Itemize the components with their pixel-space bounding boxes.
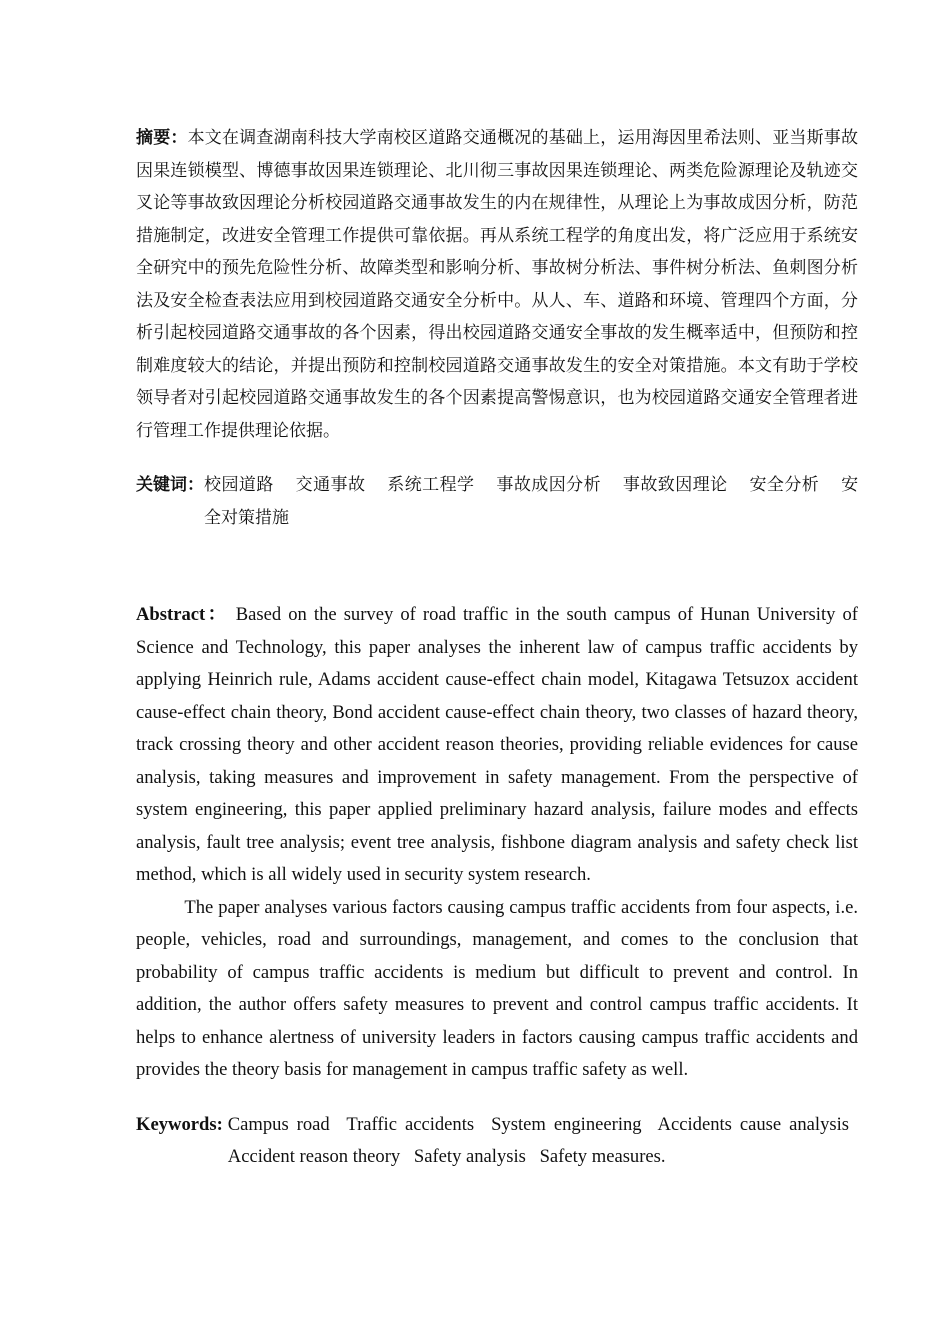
chinese-keyword: 交通事故 [295, 475, 366, 495]
english-keyword: System engineering [491, 1113, 642, 1135]
chinese-abstract-label: 摘要： [136, 128, 188, 148]
chinese-keywords [136, 469, 858, 534]
english-keyword: Safety measures. [539, 1146, 666, 1167]
chinese-keyword: 事故成因分析 [496, 475, 602, 495]
chinese-abstract-text: 本文在调查湖南科技大学南校区道路交通概况的基础上，运用海因里希法则、亚当斯事故因果连锁模型、博德事故因果连锁理论、北川彻三事故因果连锁理论、两类危险源理论及轨迹交叉论等事故致因理论分析校园道路交通事故发生的内在规律性，从理论上为事故成因分析，防范措施制定，改进安全管理工作提供可靠依据。再从系统工程学的角度出发，将广泛应用于系统安全研究中的预先危险性分析、故障类型和影响分析、事故树分析法、事件树分析法、鱼刺图分析法及安全检查表法应用到校园道路交通安全分析中。从人、车、道路和环境、管理四个方面，分析引起校园道路交通事故的各个因素，得出校园道路交通安全事故的发生概率适中，但预防和控制难度较大的结论，并提出预防和控制校园道路交通事故发生的安全对策措施。本文有助于学校领导者对引起校园道路交通事故发生的各个因素提高警惕意识，也为校园道路交通安全管理者进行管理工作提供理论依据。 [136, 128, 859, 441]
chinese-keywords-label: 关键词： [136, 475, 204, 495]
chinese-keyword: 安全对策措施 [204, 475, 859, 528]
chinese-keyword: 事故致因理论 [622, 475, 728, 495]
abstract-page [136, 122, 858, 1174]
chinese-abstract [136, 122, 858, 447]
english-keyword: Safety analysis [413, 1146, 526, 1167]
english-keyword: Campus road [227, 1113, 330, 1135]
english-abstract-paragraph-2 [136, 892, 858, 1087]
english-abstract-label: Abstract： [136, 604, 229, 625]
english-keywords-label: Keywords: [136, 1113, 223, 1135]
english-keyword: Traffic accidents [346, 1113, 475, 1135]
chinese-keyword: 安全分析 [749, 475, 820, 495]
english-keywords-list [228, 1109, 858, 1174]
chinese-keywords-list [204, 469, 858, 534]
chinese-keyword: 校园道路 [204, 475, 274, 495]
english-keyword: Accidents cause analysis [657, 1113, 850, 1135]
english-abstract-text-1: Based on the survey of road traffic in the south campus of Hunan University of Science and Technology, this paper analyses the inherent law of campus traffic accidents by applying Heinrich rule, Adams accident cause-effect chain model, Kitagawa Tetsuzox accident cause-effect chain theory, Bond accident cause-effect chain theory, two classes of hazard theory, track crossing theory and other accident reason theories, providing reliable evidences for cause analysis, taking measures and improvement in safety management. From the perspective of system engineering, this paper applied preliminary hazard analysis, failure modes and effects analysis, fault tree analysis; event tree analysis, fishbone diagram analysis and safety check list method, which is all widely used in security system research. [136, 604, 858, 885]
english-abstract-text-2: The paper analyses various factors causing campus traffic accidents from four aspects, i.e. people, vehicles, road and surroundings, management, and comes to the conclusion that probability of campus traffic accidents is medium but difficult to prevent and control. In addition, the author offers safety measures to prevent and control campus traffic accidents. It helps to enhance alertness of university leaders in factors causing campus traffic accidents and provides the theory basis for management in campus traffic safety as well. [136, 896, 858, 1080]
english-keyword: Accident reason theory [227, 1146, 401, 1167]
english-abstract-paragraph-1 [136, 599, 858, 892]
chinese-keyword: 系统工程学 [387, 475, 475, 495]
english-keywords [136, 1109, 858, 1174]
